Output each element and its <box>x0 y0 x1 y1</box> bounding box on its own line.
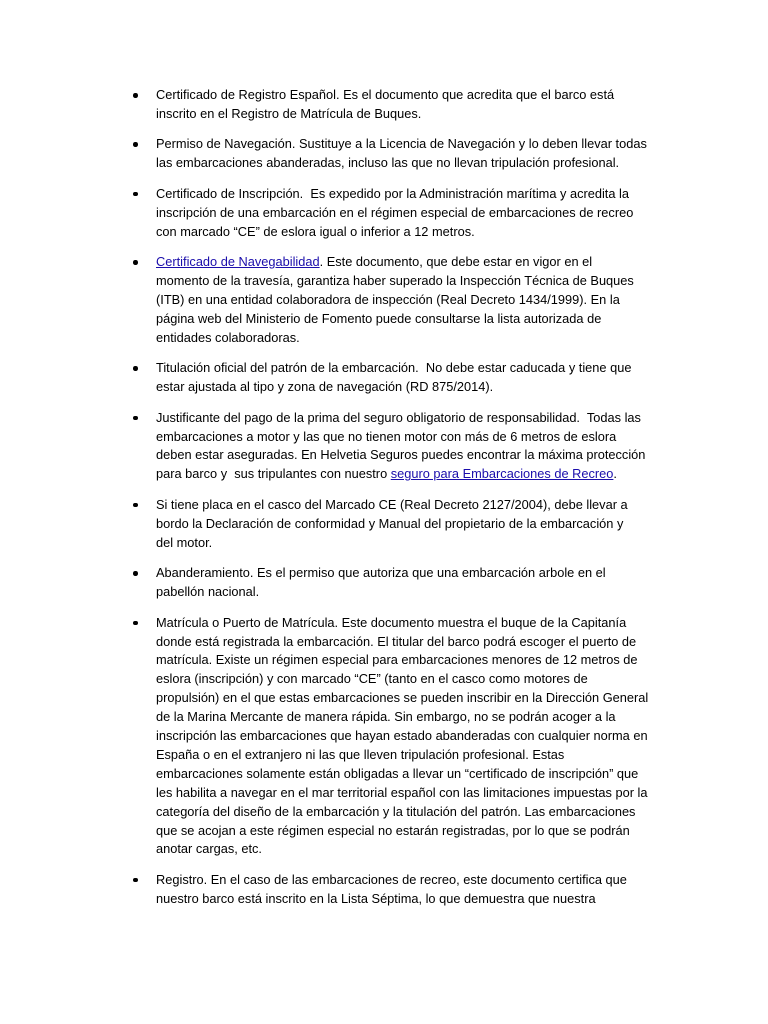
list-item <box>133 614 662 860</box>
list-item <box>133 185 662 242</box>
certificado-navegabilidad-link[interactable]: Certificado de Navegabilidad <box>156 254 320 270</box>
seguro-embarcaciones-link[interactable]: seguro para Embarcaciones de Recreo <box>390 466 614 482</box>
bullet-icon <box>133 503 138 508</box>
item-line: las embarcaciones abanderadas, incluso las que no llevan tripulación profesional. <box>156 155 620 171</box>
item-line: inscripción de una embarcación en el régimen especial de embarcaciones de recreo <box>156 204 634 220</box>
item-line: pabellón nacional. <box>156 584 260 600</box>
item-line <box>156 465 662 484</box>
item-line: Matrícula o Puerto de Matrícula. Este documento muestra el buque de la Capitanía <box>156 614 627 630</box>
item-line: Permiso de Navegación. Sustituye a la Licencia de Navegación y lo deben llevar todas <box>156 136 647 152</box>
item-line: que se acojan a este régimen especial no estarán registradas, por lo que se podrán <box>156 822 630 838</box>
list-item <box>133 253 662 348</box>
list-item <box>133 496 662 553</box>
item-line: Certificado de Inscripción. Es expedido por la Administración marítima y acredita la <box>156 185 629 201</box>
list-item <box>133 564 662 602</box>
item-text: para barco y sus tripulantes con nuestro <box>156 466 391 482</box>
item-line: estar ajustada al tipo y zona de navegación (RD 875/2014). <box>156 379 494 395</box>
bullet-icon <box>133 93 138 98</box>
item-line: Si tiene placa en el casco del Marcado CE (Real Decreto 2127/2004), debe llevar a <box>156 496 628 512</box>
item-line: entidades colaboradoras. <box>156 329 300 345</box>
item-line: momento de la travesía, garantiza haber superado la Inspección Técnica de Buques <box>156 273 634 289</box>
item-line: inscripción las embarcaciones que hayan estado abanderadas con cualquier norma en <box>156 728 648 744</box>
item-line: deben estar aseguradas. En Helvetia Seguros puedes encontrar la máxima protección <box>156 447 646 463</box>
item-line <box>156 253 662 272</box>
item-line: página web del Ministerio de Fomento puede consultarse la lista autorizada de <box>156 310 602 326</box>
item-line: matrícula. Existe un régimen especial para embarcaciones menores de 12 metros de <box>156 652 638 668</box>
bullet-icon <box>133 571 138 576</box>
bullet-icon <box>133 192 138 197</box>
item-line: Certificado de Registro Español. Es el documento que acredita que el barco está <box>156 87 615 102</box>
item-line: España o en el extranjero ni las que lleven tripulación profesional. Estas <box>156 746 565 762</box>
requirements-list <box>133 86 662 909</box>
bullet-icon <box>133 366 138 371</box>
item-line: Registro. En el caso de las embarcaciones de recreo, este documento certifica que <box>156 871 627 887</box>
list-item <box>133 359 662 397</box>
item-line: anotar cargas, etc. <box>156 841 262 857</box>
list-item <box>133 871 662 909</box>
item-line: embarcaciones solamente están obligadas a llevar un “certificado de inscripción” que <box>156 765 639 781</box>
item-line: categoría del diseño de la embarcación y la titulación del patrón. Las embarcaciones <box>156 803 636 819</box>
item-line: les habilita a navegar en el mar territorial español con las limitaciones impuestas por la <box>156 784 648 800</box>
item-line: inscrito en el Registro de Matrícula de Buques. <box>156 105 422 121</box>
item-text: . Este documento, que debe estar en vigor en el <box>319 254 593 270</box>
list-item <box>133 135 662 173</box>
item-line: (ITB) en una entidad colaboradora de inspección (Real Decreto 1434/1999). En la <box>156 291 620 307</box>
item-line: del motor. <box>156 534 213 550</box>
item-line: propulsión) en el que estas embarcaciones se pueden inscribir en la Dirección General <box>156 690 649 706</box>
item-line: Abanderamiento. Es el permiso que autoriza que una embarcación arbole en el <box>156 565 606 581</box>
item-line: de la Marina Mercante de manera rápida. Sin embargo, no se podrán acoger a la <box>156 709 616 725</box>
item-line: bordo la Declaración de conformidad y Manual del propietario de la embarcación y <box>156 515 624 531</box>
bullet-icon <box>133 142 138 147</box>
item-line: con marcado “CE” de eslora igual o inferior a 12 metros. <box>156 223 475 239</box>
item-line: embarcaciones a motor y las que no tienen motor con más de 6 metros de eslora <box>156 428 617 444</box>
item-line: donde está registrada la embarcación. El titular del barco podrá escoger el puerto de <box>156 633 637 649</box>
list-item <box>133 86 662 124</box>
bullet-icon <box>133 260 138 265</box>
list-item <box>133 409 662 485</box>
bullet-icon <box>133 878 138 883</box>
item-line: Titulación oficial del patrón de la embarcación. No debe estar caducada y tiene que <box>156 360 632 376</box>
item-line: Justificante del pago de la prima del seguro obligatorio de responsabilidad. Todas las <box>156 409 641 425</box>
bullet-icon <box>133 621 138 626</box>
item-line: nuestro barco está inscrito en la Lista Séptima, lo que demuestra que nuestra <box>156 890 596 906</box>
bullet-icon <box>133 416 138 421</box>
item-text: . <box>613 466 617 482</box>
item-line: eslora (inscripción) y con marcado “CE” (tanto en el casco como motores de <box>156 671 588 687</box>
